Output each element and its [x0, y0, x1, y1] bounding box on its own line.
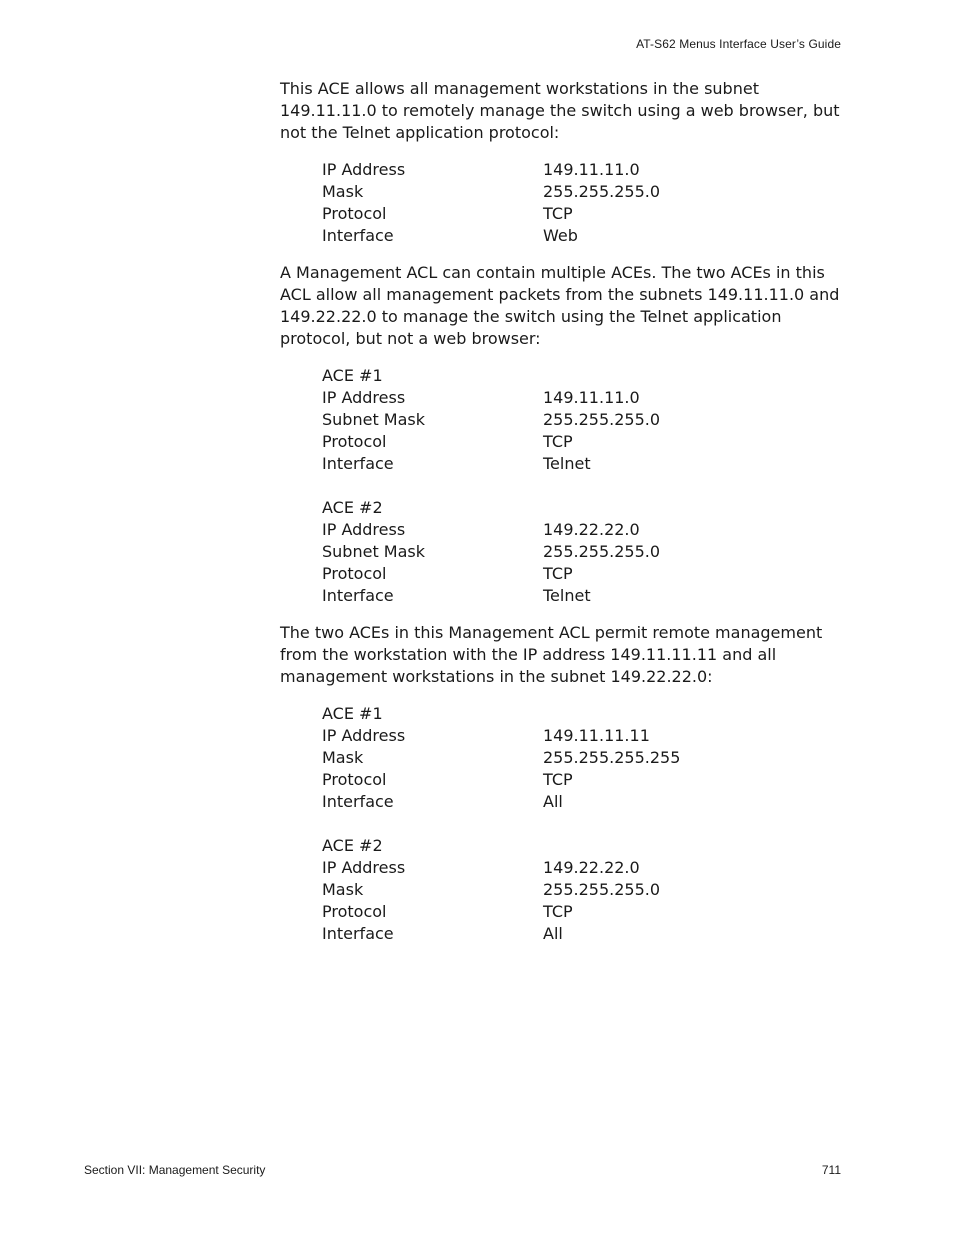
- spec-row: [322, 747, 850, 769]
- spec-row: [322, 769, 850, 791]
- spec-label: Protocol: [322, 432, 387, 451]
- spec-label: IP Address: [322, 160, 406, 179]
- ace-title: ACE #1: [322, 704, 383, 723]
- spec-row: [322, 387, 850, 409]
- spec-row: [322, 431, 850, 453]
- spec-row: [322, 901, 850, 923]
- spec-label: Interface: [322, 454, 394, 473]
- spec-label: Protocol: [322, 770, 387, 789]
- ace-block: [322, 497, 850, 607]
- spec-value: 149.11.11.0: [543, 160, 640, 179]
- spec-label: Interface: [322, 226, 394, 245]
- spec-label: IP Address: [322, 858, 406, 877]
- ace-spec-mixed: [322, 703, 850, 945]
- ace-block: [322, 703, 850, 813]
- spec-value: 255.255.255.0: [543, 410, 661, 429]
- spec-row: [322, 519, 850, 541]
- spec-label: Subnet Mask: [322, 410, 426, 429]
- spec-label: Interface: [322, 924, 394, 943]
- spec-label: Mask: [322, 182, 364, 201]
- spec-value: Telnet: [543, 454, 591, 473]
- spec-value: 149.11.11.0: [543, 388, 640, 407]
- spec-value: TCP: [543, 564, 573, 583]
- ace-title: ACE #2: [322, 836, 383, 855]
- spec-row: [322, 203, 850, 225]
- spec-value: All: [543, 792, 563, 811]
- spec-label: IP Address: [322, 388, 406, 407]
- spec-row: [322, 923, 850, 945]
- spec-value: 255.255.255.255: [543, 748, 681, 767]
- spec-value: 149.22.22.0: [543, 520, 640, 539]
- spec-row: [322, 159, 850, 181]
- footer-page-number: 711: [821, 1163, 841, 1177]
- page-body: [280, 78, 850, 960]
- intro-paragraph-web-ace: This ACE allows all management workstations in the subnet 149.11.11.0 to remotely manage the switch using a web browser, but not the Telnet application protocol:: [280, 79, 840, 142]
- spec-value: 149.22.22.0: [543, 858, 640, 877]
- spec-row: [322, 225, 850, 247]
- spec-value: TCP: [543, 902, 573, 921]
- ace-block: [322, 365, 850, 475]
- spec-row: [322, 725, 850, 747]
- ace-spec-web: [322, 159, 850, 247]
- spec-label: Subnet Mask: [322, 542, 426, 561]
- ace-spec-telnet: [322, 365, 850, 607]
- spec-label: IP Address: [322, 520, 406, 539]
- intro-paragraph-telnet-aces: A Management ACL can contain multiple ACEs. The two ACEs in this ACL allow all management packets from the subnets 149.11.11.0 and 149.22.22.0 to manage the switch using the Telnet application protocol, but not a web browser:: [280, 263, 840, 348]
- spec-row: [322, 453, 850, 475]
- spec-value: 255.255.255.0: [543, 542, 661, 561]
- spec-row: [322, 585, 850, 607]
- spec-row: [322, 857, 850, 879]
- spec-label: Protocol: [322, 204, 387, 223]
- spec-value: Web: [543, 226, 578, 245]
- spec-value: TCP: [543, 432, 573, 451]
- ace-title: ACE #1: [322, 366, 383, 385]
- spec-value: TCP: [543, 204, 573, 223]
- spec-value: 255.255.255.0: [543, 182, 661, 201]
- spec-value: TCP: [543, 770, 573, 789]
- spec-row: [322, 181, 850, 203]
- footer-section-title: Section VII: Management Security: [84, 1163, 266, 1177]
- spec-value: 255.255.255.0: [543, 880, 661, 899]
- spec-row: [322, 563, 850, 585]
- spec-row: [322, 541, 850, 563]
- running-header: AT-S62 Menus Interface User’s Guide: [636, 37, 841, 51]
- spec-row: [322, 791, 850, 813]
- spec-label: IP Address: [322, 726, 406, 745]
- spec-label: Protocol: [322, 902, 387, 921]
- spec-value: All: [543, 924, 563, 943]
- spec-row: [322, 879, 850, 901]
- ace-title: ACE #2: [322, 498, 383, 517]
- spec-value: 149.11.11.11: [543, 726, 650, 745]
- spec-label: Interface: [322, 792, 394, 811]
- intro-paragraph-mixed-aces: The two ACEs in this Management ACL permit remote management from the workstation with the IP address 149.11.11.11 and all management workstations in the subnet 149.22.22.0:: [280, 623, 823, 686]
- spec-label: Interface: [322, 586, 394, 605]
- spec-label: Protocol: [322, 564, 387, 583]
- spec-label: Mask: [322, 748, 364, 767]
- spec-row: [322, 409, 850, 431]
- spec-value: Telnet: [543, 586, 591, 605]
- ace-block: [322, 835, 850, 945]
- spec-label: Mask: [322, 880, 364, 899]
